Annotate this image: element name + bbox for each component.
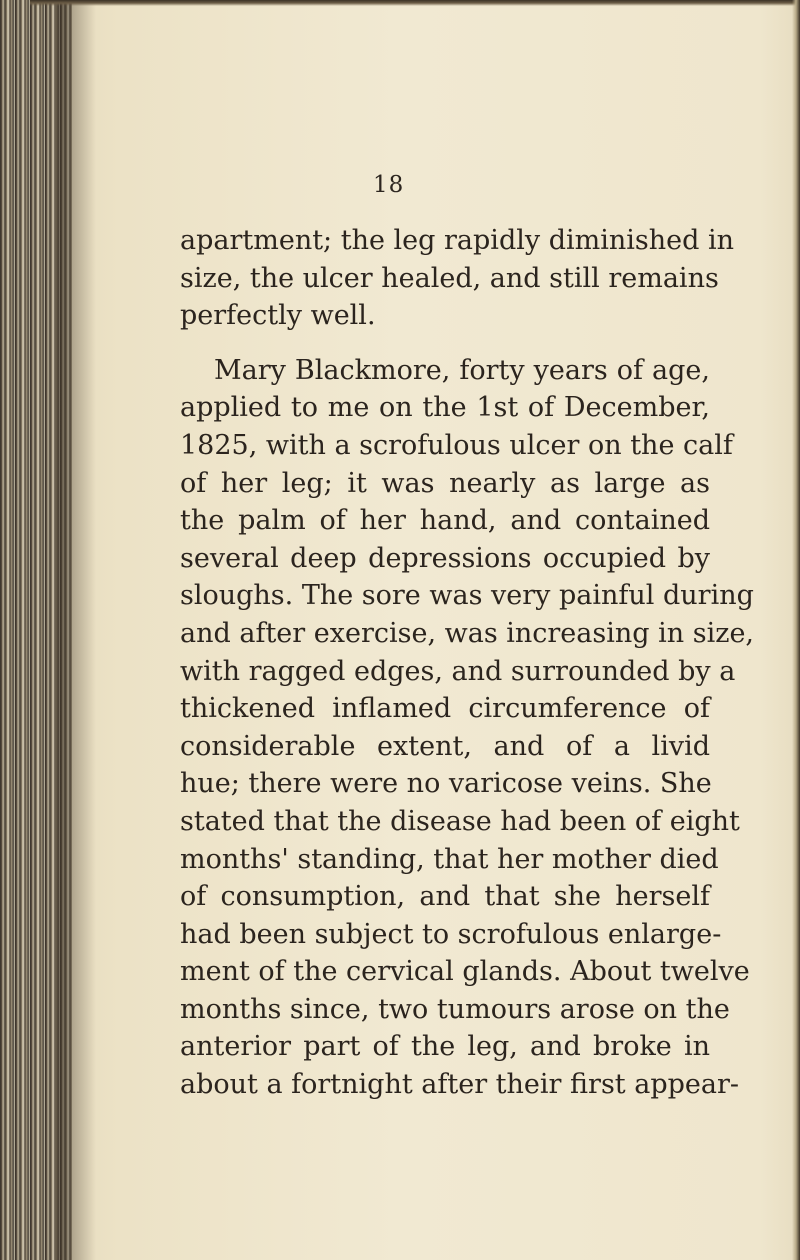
- text-line: hue; there were no varicose veins. She: [180, 768, 712, 800]
- text-line: of her leg; it was nearly as large as: [180, 467, 710, 499]
- text-line: thickened inflamed circumference of: [180, 693, 710, 725]
- text-line: about a fortnight after their first appear-: [180, 1069, 739, 1101]
- text-line: perfectly well.: [180, 300, 376, 332]
- text-line: had been subject to scrofulous enlarge-: [180, 918, 722, 950]
- paragraph-gap: [180, 335, 710, 352]
- paragraph-1: [180, 222, 734, 335]
- text-line: sloughs. The sore was very painful during: [180, 580, 754, 612]
- text-line: several deep depressions occupied by: [180, 542, 710, 574]
- text-line: months since, two tumours arose on the: [180, 993, 730, 1025]
- body-text: [180, 222, 755, 1104]
- text-line: applied to me on the 1st of December,: [180, 392, 710, 424]
- text-line: 1825, with a scrofulous ulcer on the calf: [180, 429, 733, 461]
- page-top-edge: [30, 0, 800, 6]
- text-line: months' standing, that her mother died: [180, 843, 719, 875]
- paragraph-2: [180, 352, 755, 1104]
- text-line: and after exercise, was increasing in size,: [180, 617, 755, 649]
- text-line: of consumption, and that she herself: [180, 881, 710, 913]
- text-line: Mary Blackmore, forty years of age,: [214, 354, 710, 386]
- text-line: apartment; the leg rapidly diminished in: [180, 225, 734, 256]
- page-number: 18: [373, 172, 405, 198]
- text-line: ment of the cervical glands. About twelve: [180, 956, 750, 988]
- text-line: with ragged edges, and surrounded by a: [180, 655, 736, 687]
- gutter-shadow: [56, 0, 96, 1260]
- page-right-edge: [792, 0, 800, 1260]
- text-line: size, the ulcer healed, and still remains: [180, 262, 719, 294]
- text-line: considerable extent, and of a livid: [180, 730, 710, 762]
- text-line: the palm of her hand, and contained: [180, 505, 710, 537]
- text-line: stated that the disease had been of eight: [180, 805, 740, 837]
- text-line: anterior part of the leg, and broke in: [180, 1031, 710, 1063]
